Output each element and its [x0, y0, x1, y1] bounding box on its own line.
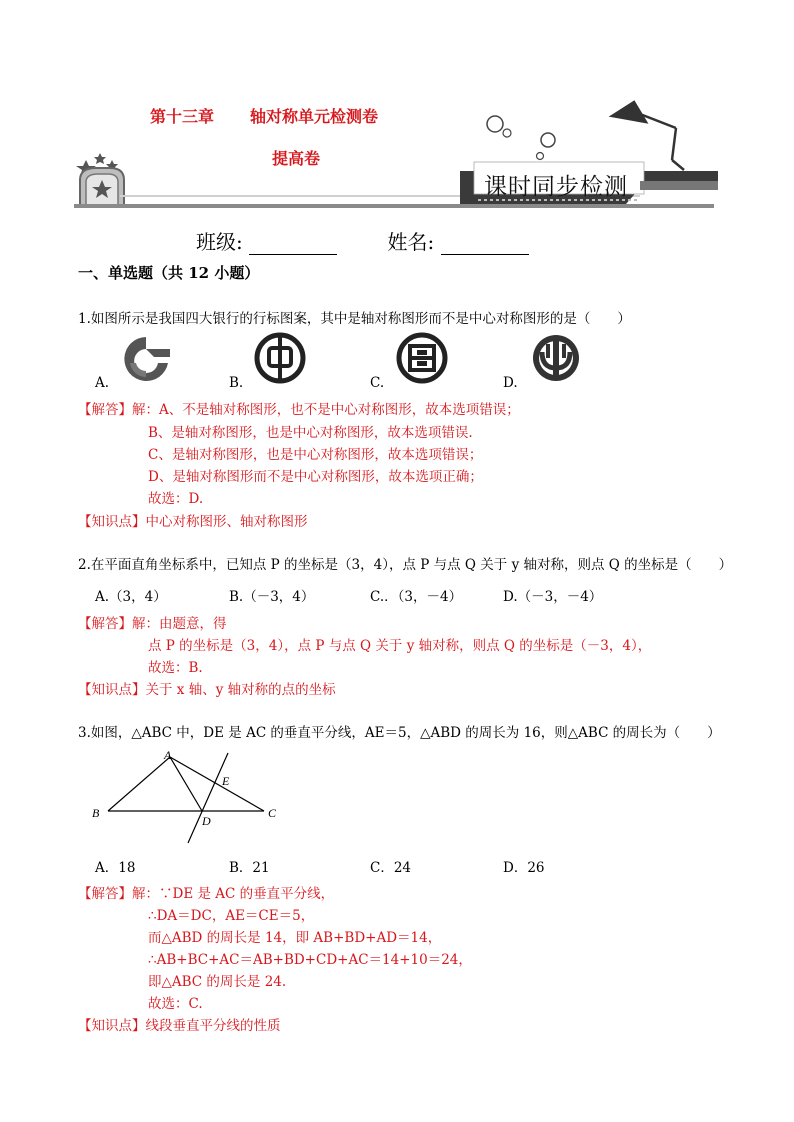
q2-answer — [78, 612, 227, 632]
q1-answer-tag: 【解答】 — [78, 402, 132, 418]
q3-knowledge-tag: 【知识点】 — [78, 1018, 146, 1034]
q3-knowledge — [78, 1014, 281, 1034]
q1-answer-line: B、是轴对称图形，也是中心对称图形，故本选项错误. — [148, 425, 473, 441]
q3-answer-line: 故选：C. — [148, 996, 203, 1012]
q3-answer-tag: 【解答】 — [78, 886, 132, 902]
q2-answer-line: 点 P 的坐标是（3，4），点 P 与点 Q 关于 y 轴对称，则点 Q 的坐标是（－3，4）， — [148, 638, 652, 654]
q3-answer — [78, 882, 334, 902]
q1-knowledge-text: 中心对称图形、轴对称图形 — [145, 514, 308, 530]
label-a: A — [164, 748, 172, 762]
chapter-number: 第十三章 — [150, 107, 215, 126]
q1-answer-line: C、是轴对称图形，也是中心对称图形，故本选项错误； — [148, 447, 483, 463]
q3-option-c[interactable]: C．24 — [370, 860, 412, 876]
q2-answer-tag: 【解答】 — [78, 616, 132, 632]
q1-answer-line: 故选：D. — [148, 491, 204, 507]
q3-stem: 3.如图，△ABC 中，DE 是 AC 的垂直平分线，AE＝5，△ABD 的周长为 16，则△ABC 的周长为（ ） — [78, 725, 721, 741]
q3-answer-line: ∴AB+BC+AC＝AB+BD+CD+AC＝14+10＝24， — [148, 952, 472, 968]
q1-knowledge — [78, 510, 308, 530]
q2-knowledge-text: 关于 x 轴、y 轴对称的点的坐标 — [145, 682, 336, 698]
q1-option-a[interactable]: A. — [95, 375, 110, 391]
q3-answer-line: ∴DA＝DC，AE＝CE＝5， — [148, 908, 315, 924]
q2-option-b[interactable]: B.（－3，4） — [229, 589, 315, 605]
q3-option-a[interactable]: A．18 — [95, 860, 136, 876]
q3-triangle-figure — [80, 745, 300, 850]
q2-option-d[interactable]: D.（－3，－4） — [503, 589, 603, 605]
icbc-logo-icon — [396, 332, 448, 384]
class-label: 班级: — [196, 230, 243, 254]
badge-text: 课时同步检测 — [484, 174, 628, 200]
q1-option-b[interactable]: B. — [229, 375, 244, 391]
label-b: B — [92, 806, 100, 820]
subtitle: 提高卷 — [272, 149, 321, 168]
q3-knowledge-text: 线段垂直平分线的性质 — [145, 1018, 281, 1034]
segment-ad — [170, 757, 202, 811]
q2-knowledge-tag: 【知识点】 — [78, 682, 146, 698]
section-title: 一、单选题（共 12 小题） — [78, 264, 260, 282]
q2-option-c[interactable]: C.．（3，－4） — [370, 589, 463, 605]
label-e: E — [222, 774, 230, 788]
student-info — [196, 226, 573, 255]
side-ac — [170, 757, 264, 811]
q1-answer — [78, 398, 520, 418]
q3-answer-line: 解：∵DE 是 AC 的垂直平分线， — [132, 886, 335, 902]
header-decoration — [0, 0, 794, 220]
name-field[interactable] — [441, 234, 529, 255]
q1-knowledge-tag: 【知识点】 — [78, 514, 146, 530]
q2-stem: 2.在平面直角坐标系中，已知点 P 的坐标是（3，4），点 P 与点 Q 关于 y 轴对称，则点 Q 的坐标是（ ） — [78, 557, 733, 573]
q3-option-b[interactable]: B．21 — [229, 860, 270, 876]
q2-answer-line: 解：由题意，得 — [132, 616, 227, 632]
side-ab — [108, 757, 170, 811]
lamp-icon — [612, 102, 684, 170]
q2-option-a[interactable]: A.（3，4） — [95, 589, 167, 605]
q3-answer-line: 而△ABD 的周长是 14，即 AB+BD+AD＝14， — [148, 930, 442, 946]
q1-option-d[interactable]: D. — [503, 375, 518, 391]
q3-option-d[interactable]: D．26 — [503, 860, 545, 876]
q1-answer-line: D、是轴对称图形而不是中心对称图形，故本选项正确； — [148, 469, 483, 485]
q1-option-c[interactable]: C. — [370, 375, 385, 391]
chapter-name: 轴对称单元检测卷 — [250, 107, 379, 126]
chapter-title — [150, 104, 378, 127]
label-d: D — [202, 814, 211, 828]
q1-answer-line: 解：A、不是轴对称图形，也不是中心对称图形，故本选项错误； — [132, 402, 520, 418]
ccb-logo-icon — [118, 333, 174, 385]
q2-knowledge — [78, 678, 336, 698]
q3-answer-line: 即△ABC 的周长是 24. — [148, 974, 287, 990]
q2-answer-line: 故选：B. — [148, 660, 203, 676]
q1-stem: 1.如图所示是我国四大银行的行标图案，其中是轴对称图形而不是中心对称图形的是（ ） — [78, 311, 631, 327]
boc-logo-icon — [254, 332, 306, 384]
label-c: C — [268, 806, 277, 820]
abc-logo-icon — [530, 332, 582, 384]
star-badge-icon — [76, 153, 124, 205]
name-label: 姓名: — [387, 230, 435, 254]
class-field[interactable] — [249, 234, 337, 255]
